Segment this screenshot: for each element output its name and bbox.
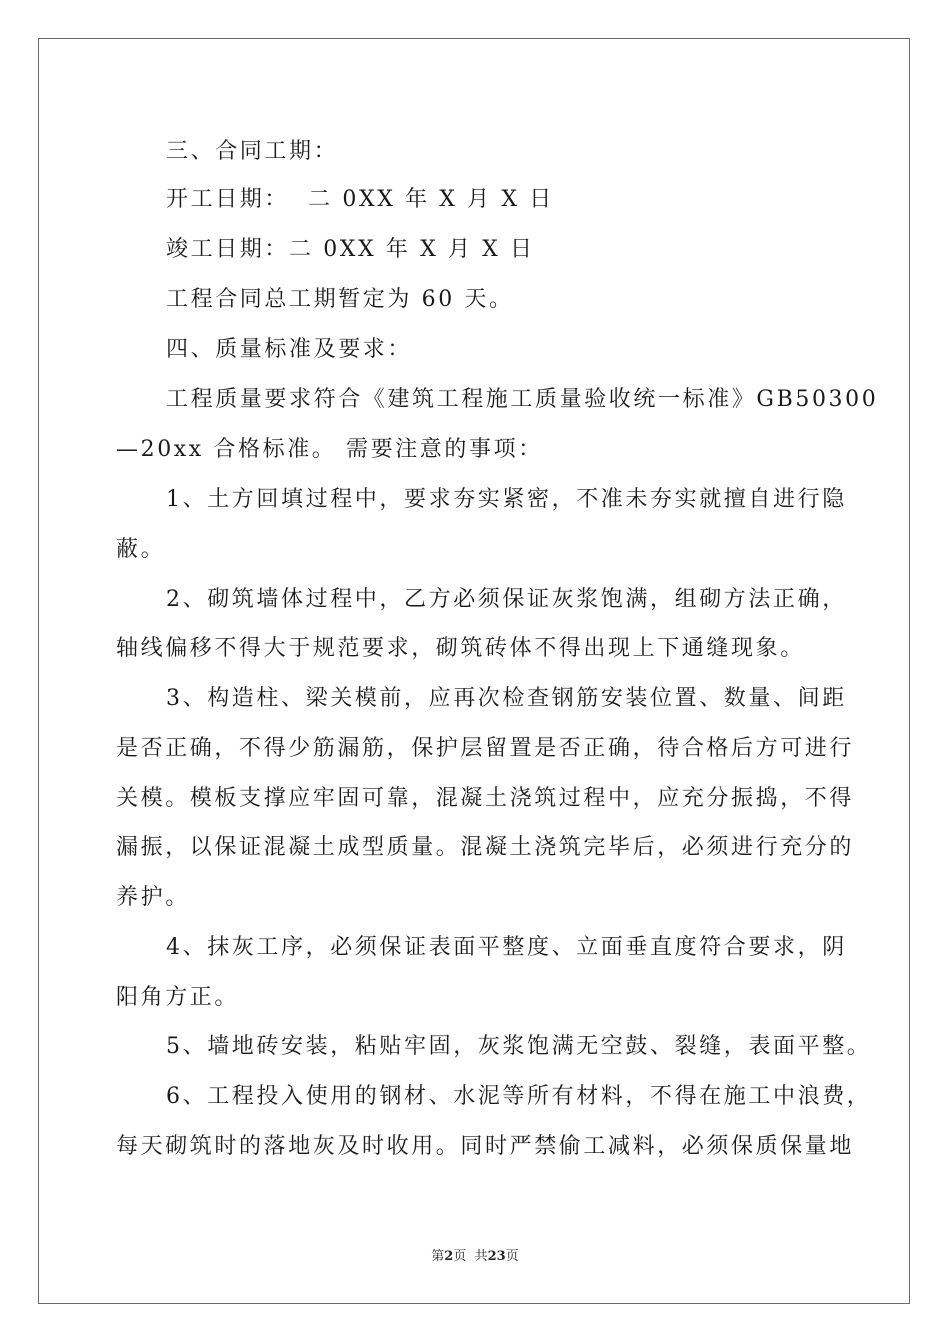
paragraph-line: 养护。 <box>116 885 190 910</box>
paragraph-line: 蔽。 <box>116 537 166 562</box>
paragraph-line: 5、墙地砖安装，粘贴牢固，灰浆饱满无空鼓、裂缝，表面平整。 <box>166 1034 872 1059</box>
paragraph-line: 漏振，以保证混凝土成型质量。混凝土浇筑完毕后，必须进行充分的 <box>116 835 855 860</box>
paragraph-line: 6、工程投入使用的钢材、水泥等所有材料，不得在施工中浪费， <box>166 1084 872 1109</box>
paragraph-line: 阳角方正。 <box>116 985 240 1010</box>
paragraph-line: 每天砌筑时的落地灰及时收用。同时严禁偷工减料，必须保质保量地 <box>116 1134 855 1159</box>
current-page-number: 2 <box>444 1249 454 1264</box>
paragraph-line: 工程质量要求符合《建筑工程施工质量验收统一标准》GB50300 <box>166 387 879 412</box>
page-border <box>38 38 910 1304</box>
paragraph-line: —20xx 合格标准。 需要注意的事项： <box>116 437 543 462</box>
paragraph-line: 1、土方回填过程中，要求夯实紧密，不准未夯实就擅自进行隐 <box>166 487 847 512</box>
paragraph-line: 是否正确，不得少筋漏筋，保护层留置是否正确，待合格后方可进行 <box>116 736 855 761</box>
paragraph-line: 关模。模板支撑应牢固可靠，混凝土浇筑过程中，应充分振捣，不得 <box>116 786 855 811</box>
total-duration-line: 工程合同总工期暂定为 60 天。 <box>166 287 514 312</box>
page-footer <box>0 1248 950 1266</box>
paragraph-line: 轴线偏移不得大于规范要求，砌筑砖体不得出现上下通缝现象。 <box>116 636 805 661</box>
footer-suffix: 页 <box>505 1249 519 1264</box>
paragraph-line: 3、构造柱、梁关模前，应再次检查钢筋安装位置、数量、间距 <box>166 686 847 711</box>
footer-middle: 页 共 <box>453 1249 488 1264</box>
paragraph-line: 2、砌筑墙体过程中，乙方必须保证灰浆饱满，组砌方法正确， <box>166 587 847 612</box>
heading-contract-period: 三、合同工期： <box>166 139 339 164</box>
completion-date-line: 竣工日期：二 0XX 年 X 月 X 日 <box>166 237 535 262</box>
start-date-line: 开工日期： 二 0XX 年 X 月 X 日 <box>166 187 554 212</box>
total-page-count: 23 <box>487 1249 506 1264</box>
paragraph-line: 4、抹灰工序，必须保证表面平整度、立面垂直度符合要求，阴 <box>166 935 847 960</box>
footer-prefix: 第 <box>431 1249 445 1264</box>
heading-quality-standard: 四、质量标准及要求： <box>166 337 413 362</box>
